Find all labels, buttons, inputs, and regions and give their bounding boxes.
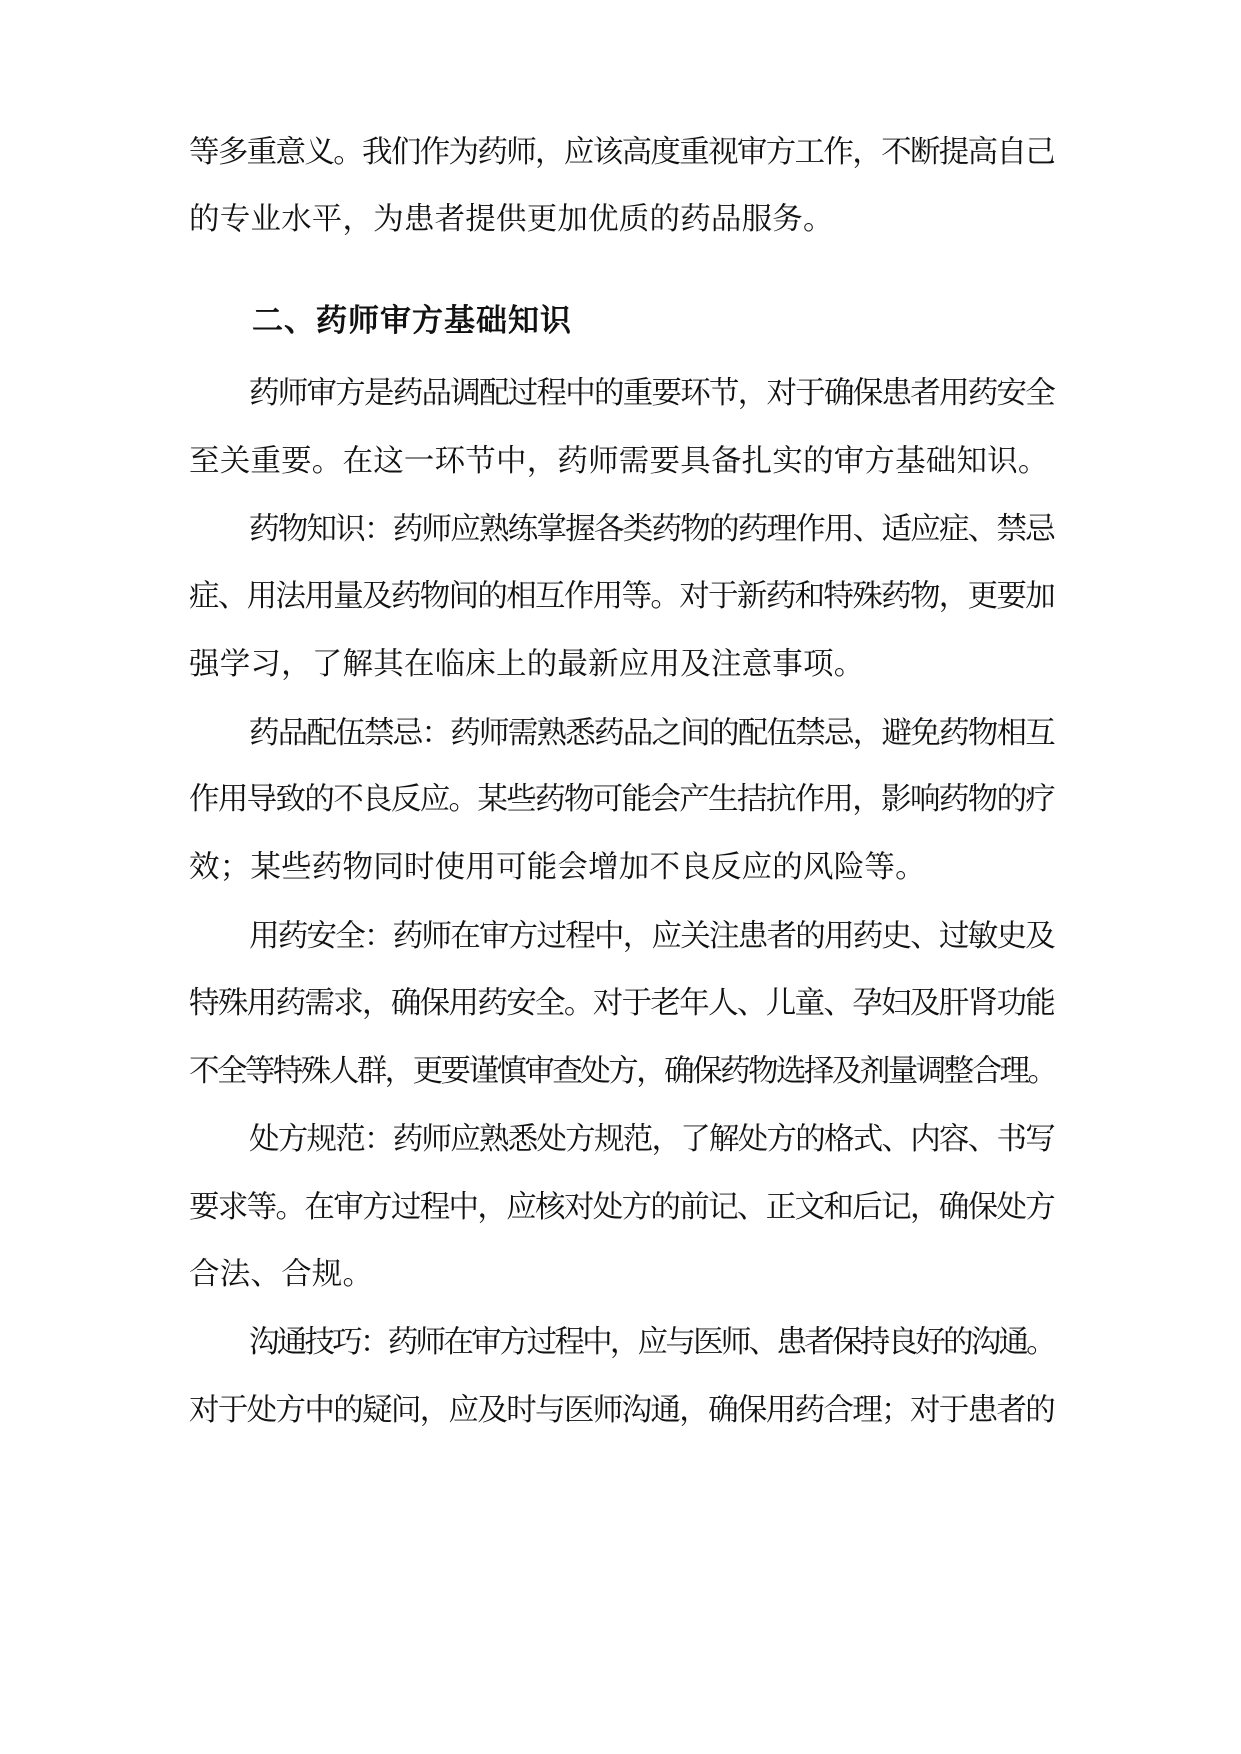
intro-line-1: 等多重意义。我们作为药师，应该高度重视审方工作，不断提高自己 [189, 135, 1054, 170]
paragraph-3-line-1: 药品配伍禁忌：药师需熟悉药品之间的配伍禁忌，避免药物相互 [249, 716, 1054, 751]
paragraph-4-line-3: 不全等特殊人群，更要谨慎审查处方，确保药物选择及剂量调整合理。 [189, 1054, 1056, 1089]
paragraph-3-line-2: 作用导致的不良反应。某些药物可能会产生拮抗作用，影响药物的疗 [189, 782, 1054, 817]
paragraph-6-line-2: 对于处方中的疑问，应及时与医师沟通，确保用药合理；对于患者的 [189, 1393, 1054, 1428]
paragraph-5-line-2: 要求等。在审方过程中，应核对处方的前记、正文和后记，确保处方 [189, 1190, 1054, 1225]
paragraph-3-line-3: 效；某些药物同时使用可能会增加不良反应的风险等。 [189, 850, 926, 885]
paragraph-1-line-2: 至关重要。在这一环节中，药师需要具备扎实的审方基础知识。 [189, 444, 1049, 479]
paragraph-6-line-1: 沟通技巧：药师在审方过程中，应与医师、患者保持良好的沟通。 [249, 1325, 1054, 1360]
paragraph-2-line-1: 药物知识：药师应熟练掌握各类药物的药理作用、适应症、禁忌 [249, 512, 1054, 547]
section-heading: 二、药师审方基础知识 [252, 303, 572, 339]
intro-line-2: 的专业水平，为患者提供更加优质的药品服务。 [189, 202, 834, 237]
paragraph-4-line-1: 用药安全：药师在审方过程中，应关注患者的用药史、过敏史及 [249, 919, 1054, 954]
paragraph-4-line-2: 特殊用药需求，确保用药安全。对于老年人、儿童、孕妇及肝肾功能 [189, 986, 1054, 1021]
paragraph-5-line-1: 处方规范：药师应熟悉处方规范，了解处方的格式、内容、书写 [249, 1122, 1054, 1157]
paragraph-1-line-1: 药师审方是药品调配过程中的重要环节，对于确保患者用药安全 [249, 376, 1054, 411]
paragraph-5-line-3: 合法、合规。 [189, 1257, 374, 1292]
paragraph-2-line-2: 症、用法用量及药物间的相互作用等。对于新药和特殊药物，更要加 [189, 579, 1054, 614]
paragraph-2-line-3: 强学习，了解其在临床上的最新应用及注意事项。 [189, 647, 865, 682]
